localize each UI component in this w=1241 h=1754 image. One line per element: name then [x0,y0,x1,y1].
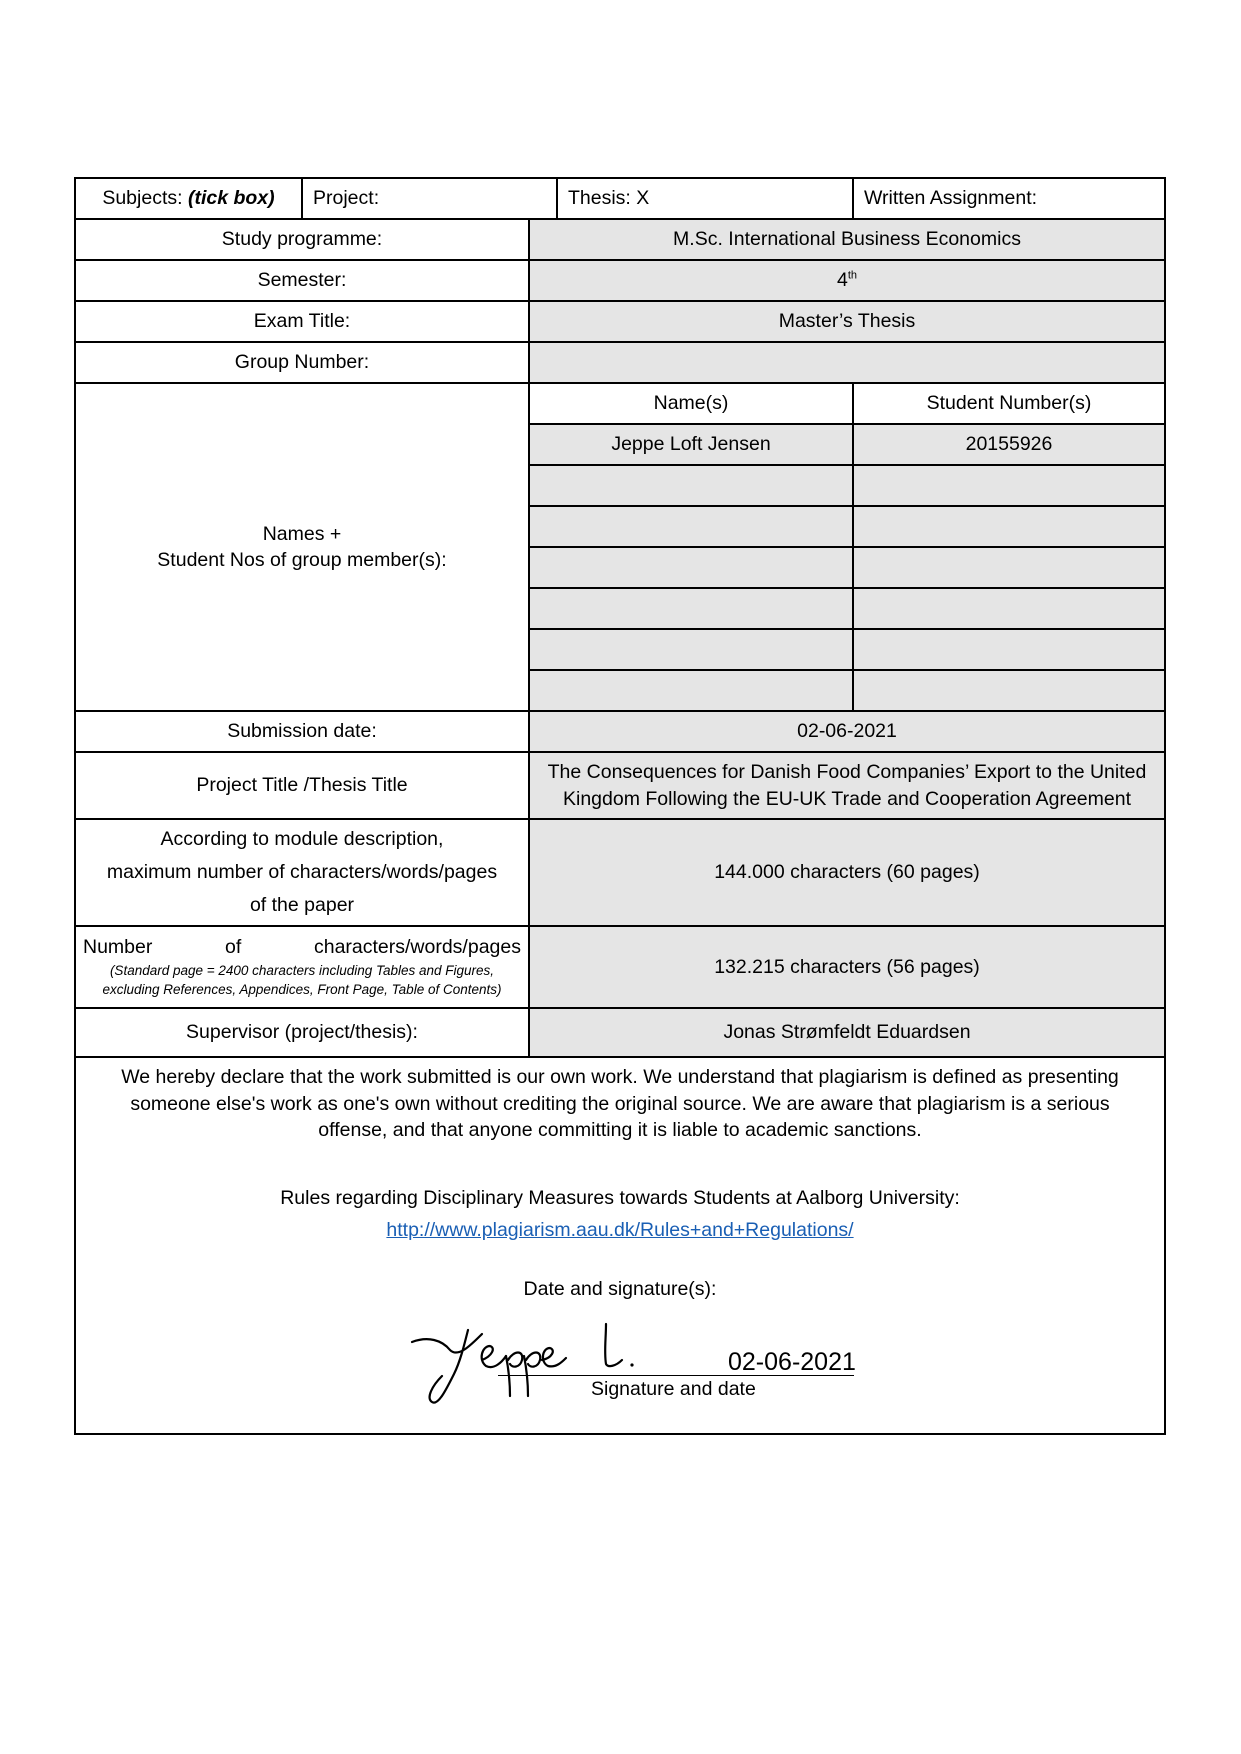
subjects-tick: (tick box) [187,187,275,210]
semester-suffix: th [847,269,858,282]
signature-area [410,1316,860,1411]
plagiarism-rules-link[interactable]: http://www.plagiarism.aau.dk/Rules+and+Regulations/ [386,1219,854,1241]
semester-label: Semester: [75,260,529,301]
declaration-line2: someone else's work as one's own without crediting the original source. We are aware that plagiarism is a serious [130,1092,1110,1115]
max-characters-line1: According to module description, [160,828,444,851]
student-numbers-header: Student Number(s) [853,383,1165,424]
max-characters-value[interactable]: 144.000 characters (60 pages) [529,819,1165,926]
signature-caption: Signature and date [591,1378,756,1400]
subjects-label: Subjects: [102,187,188,210]
member-number[interactable] [853,465,1165,506]
member-number[interactable] [853,547,1165,588]
exam-title-value[interactable]: Master’s Thesis [529,301,1165,342]
member-name[interactable] [529,465,853,506]
declaration-box [74,1058,1166,1435]
names-header: Name(s) [529,383,853,424]
subjects-cell [75,178,302,219]
member-name[interactable] [529,506,853,547]
number-characters-value[interactable]: 132.215 characters (56 pages) [529,926,1165,1008]
written-assignment-checkbox[interactable]: Written Assignment: [853,178,1165,219]
date-signature-label: Date and signature(s): [523,1278,717,1300]
declaration-line1: We hereby declare that the work submitted is our own work. We understand that plagiarism is defined as presenting [121,1066,1119,1088]
member-name[interactable] [529,588,853,629]
semester-value[interactable] [529,260,1165,301]
number-characters-heading [79,934,525,960]
submission-date-label: Submission date: [75,711,529,752]
disciplinary-rules-text: Rules regarding Disciplinary Measures towards Students at Aalborg University: [280,1187,960,1209]
number-characters-word1: Number [83,936,153,959]
member-number[interactable] [853,506,1165,547]
exam-title-label: Exam Title: [75,301,529,342]
thesis-title-value[interactable] [529,752,1165,819]
supervisor-label: Supervisor (project/thesis): [75,1008,529,1057]
semester-number: 4 [836,269,848,292]
thesis-title-label: Project Title /Thesis Title [75,752,529,819]
member-number[interactable] [853,670,1165,711]
study-programme-label: Study programme: [75,219,529,260]
standard-page-note-line1: (Standard page = 2400 characters including Tables and Figures, [109,962,495,978]
thesis-checkbox[interactable]: Thesis: X [557,178,853,219]
max-characters-label [75,819,529,926]
study-programme-value[interactable]: M.Sc. International Business Economics [529,219,1165,260]
members-label-line2: Student Nos of group member(s): [157,549,447,571]
member-name[interactable] [529,670,853,711]
thesis-title-line2: Kingdom Following the EU-UK Trade and Cooperation Agreement [563,787,1131,810]
supervisor-value[interactable]: Jonas Strømfeldt Eduardsen [529,1008,1165,1057]
members-label-line1: Names + [262,522,342,545]
member-name[interactable] [529,629,853,670]
thesis-title-line1: The Consequences for Danish Food Companies’ Export to the United [547,761,1147,784]
subjects-table [74,177,1166,220]
group-number-value[interactable] [529,342,1165,383]
submission-date-value[interactable]: 02-06-2021 [529,711,1165,752]
project-checkbox[interactable]: Project: [302,178,557,219]
number-characters-word3: characters/words/pages [313,936,521,959]
info-table [74,218,1166,1058]
members-label [75,383,529,711]
member-name[interactable]: Jeppe Loft Jensen [529,424,853,465]
standard-page-note-line2: excluding References, Appendices, Front Page, Table of Contents) [102,982,502,998]
member-name[interactable] [529,547,853,588]
group-number-label: Group Number: [75,342,529,383]
number-characters-word2: of [225,936,242,959]
signature-date: 02-06-2021 [728,1348,856,1376]
max-characters-line3: of the paper [249,893,355,916]
max-characters-line2: maximum number of characters/words/pages [106,861,498,884]
front-page-form [74,177,1166,1435]
declaration-line3: offense, and that anyone committing it is liable to academic sanctions. [318,1119,922,1142]
number-characters-label [75,926,529,1008]
member-number[interactable] [853,588,1165,629]
member-number[interactable]: 20155926 [853,424,1165,465]
member-number[interactable] [853,629,1165,670]
declaration-text [76,1058,1164,1144]
